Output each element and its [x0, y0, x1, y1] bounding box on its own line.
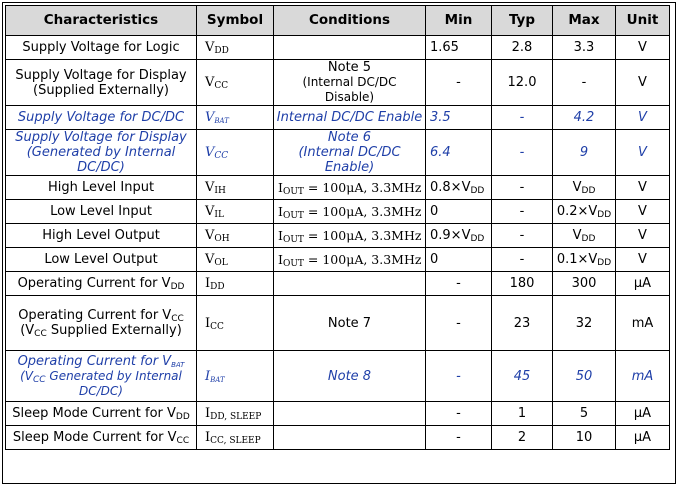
table-row [6, 296, 670, 351]
header-unit: Unit [616, 6, 670, 36]
cell-max: 3.3 [553, 36, 616, 60]
cell-typ: 1 [492, 402, 553, 426]
cell-condition [274, 272, 426, 296]
cell-typ: 2.8 [492, 36, 553, 60]
cell-condition: $I_{OUT} = 100\mu A$, 3.3MHz [274, 176, 426, 200]
cell-symbol: $V_{OL}$ [197, 248, 274, 272]
cell-min: - [426, 402, 492, 426]
header-min: Min [426, 6, 492, 36]
cell-condition: Internal DC/DC Enable [274, 106, 426, 130]
cell-symbol: $I_{DD, SLEEP}$ [197, 402, 274, 426]
cell-symbol: $I_{DD}$ [197, 272, 274, 296]
cell-max: 9 [553, 130, 616, 176]
cell-characteristic: Sleep Mode Current for $V_{CC}$ [6, 426, 197, 450]
cell-typ: 12.0 [492, 60, 553, 106]
cell-characteristic: Supply Voltage for Display (Supplied Externally) [6, 60, 197, 106]
cell-symbol: $V_{CC}$ [197, 130, 274, 176]
cell-symbol: $V_{DD}$ [197, 36, 274, 60]
cell-unit: V [616, 36, 670, 60]
cell-min: - [426, 351, 492, 402]
table-row [6, 248, 670, 272]
cell-characteristic: Operating Current for $V_{DD}$ [6, 272, 197, 296]
cell-symbol: $V_{CC}$ [197, 60, 274, 106]
cell-max: 50 [553, 351, 616, 402]
cell-max: $0.1\times V_{DD}$ [553, 248, 616, 272]
electrical-characteristics-table [5, 5, 670, 450]
cell-symbol: $V_{OH}$ [197, 224, 274, 248]
cell-unit: V [616, 200, 670, 224]
cell-max: - [553, 60, 616, 106]
cell-condition: $I_{OUT} = 100\mu A$, 3.3MHz [274, 200, 426, 224]
cell-symbol: $V_{BAT}$ [197, 106, 274, 130]
table-row [6, 176, 670, 200]
cell-condition: Note 6 (Internal DC/DC Enable) [274, 130, 426, 176]
cell-min: 0 [426, 200, 492, 224]
cell-symbol: $I_{CC}$ [197, 296, 274, 351]
cell-min: - [426, 296, 492, 351]
cell-max: 4.2 [553, 106, 616, 130]
cell-characteristic: Operating Current for $V_{CC}$ ($V_{CC}$ Supplied Externally) [6, 296, 197, 351]
cell-unit: V [616, 248, 670, 272]
cell-max: $V_{DD}$ [553, 176, 616, 200]
cell-characteristic: High Level Output [6, 224, 197, 248]
table-row [6, 106, 670, 130]
cell-typ: 2 [492, 426, 553, 450]
cell-characteristic: Supply Voltage for Display (Generated by Internal DC/DC) [6, 130, 197, 176]
cell-max: $V_{DD}$ [553, 224, 616, 248]
header-row [6, 6, 670, 36]
table-row [6, 224, 670, 248]
cell-min: 0 [426, 248, 492, 272]
cell-typ: 23 [492, 296, 553, 351]
cell-characteristic: Supply Voltage for DC/DC [6, 106, 197, 130]
cell-typ: - [492, 176, 553, 200]
cell-condition: $I_{OUT} = 100\mu A$, 3.3MHz [274, 248, 426, 272]
cell-unit: μA [616, 272, 670, 296]
cell-typ: 45 [492, 351, 553, 402]
cell-max: $0.2\times V_{DD}$ [553, 200, 616, 224]
cell-typ: - [492, 200, 553, 224]
cell-unit: V [616, 130, 670, 176]
cell-characteristic: Operating Current for $V_{BAT}$ ($V_{CC}$ Generated by Internal DC/DC) [6, 351, 197, 402]
cell-typ: - [492, 248, 553, 272]
cell-min: $0.9\times V_{DD}$ [426, 224, 492, 248]
cell-unit: mA [616, 296, 670, 351]
cell-characteristic: High Level Input [6, 176, 197, 200]
cell-min: 1.65 [426, 36, 492, 60]
cell-unit: μA [616, 402, 670, 426]
cell-condition: $I_{OUT} = 100\mu A$, 3.3MHz [274, 224, 426, 248]
cell-symbol: $V_{IH}$ [197, 176, 274, 200]
cell-min: - [426, 426, 492, 450]
cell-symbol: $I_{BAT}$ [197, 351, 274, 402]
cell-symbol: $V_{IL}$ [197, 200, 274, 224]
cell-characteristic: Supply Voltage for Logic [6, 36, 197, 60]
table-row [6, 60, 670, 106]
cell-unit: V [616, 106, 670, 130]
table-row [6, 200, 670, 224]
cell-characteristic: Sleep Mode Current for $V_{DD}$ [6, 402, 197, 426]
table-row [6, 402, 670, 426]
header-symbol: Symbol [197, 6, 274, 36]
cell-min: $0.8\times V_{DD}$ [426, 176, 492, 200]
cell-characteristic: Low Level Output [6, 248, 197, 272]
table-row [6, 272, 670, 296]
table-row [6, 426, 670, 450]
cell-typ: - [492, 224, 553, 248]
cell-characteristic: Low Level Input [6, 200, 197, 224]
cell-unit: V [616, 176, 670, 200]
cell-min: - [426, 60, 492, 106]
header-typ: Typ [492, 6, 553, 36]
cell-typ: 180 [492, 272, 553, 296]
cell-condition: Note 5 (Internal DC/DC Disable) [274, 60, 426, 106]
cell-max: 300 [553, 272, 616, 296]
cell-unit: V [616, 224, 670, 248]
cell-condition [274, 402, 426, 426]
cell-unit: V [616, 60, 670, 106]
cell-typ: - [492, 130, 553, 176]
cell-min: 3.5 [426, 106, 492, 130]
cell-typ: - [492, 106, 553, 130]
cell-unit: μA [616, 426, 670, 450]
table-row [6, 36, 670, 60]
cell-condition: Note 8 [274, 351, 426, 402]
cell-max: 5 [553, 402, 616, 426]
cell-min: 6.4 [426, 130, 492, 176]
cell-symbol: $I_{CC, SLEEP}$ [197, 426, 274, 450]
cell-condition: Note 7 [274, 296, 426, 351]
header-conditions: Conditions [274, 6, 426, 36]
header-characteristics: Characteristics [6, 6, 197, 36]
table-row [6, 130, 670, 176]
table-row [6, 351, 670, 402]
cell-max: 10 [553, 426, 616, 450]
header-max: Max [553, 6, 616, 36]
cell-min: - [426, 272, 492, 296]
cell-max: 32 [553, 296, 616, 351]
cell-condition [274, 36, 426, 60]
cell-condition [274, 426, 426, 450]
cell-unit: mA [616, 351, 670, 402]
